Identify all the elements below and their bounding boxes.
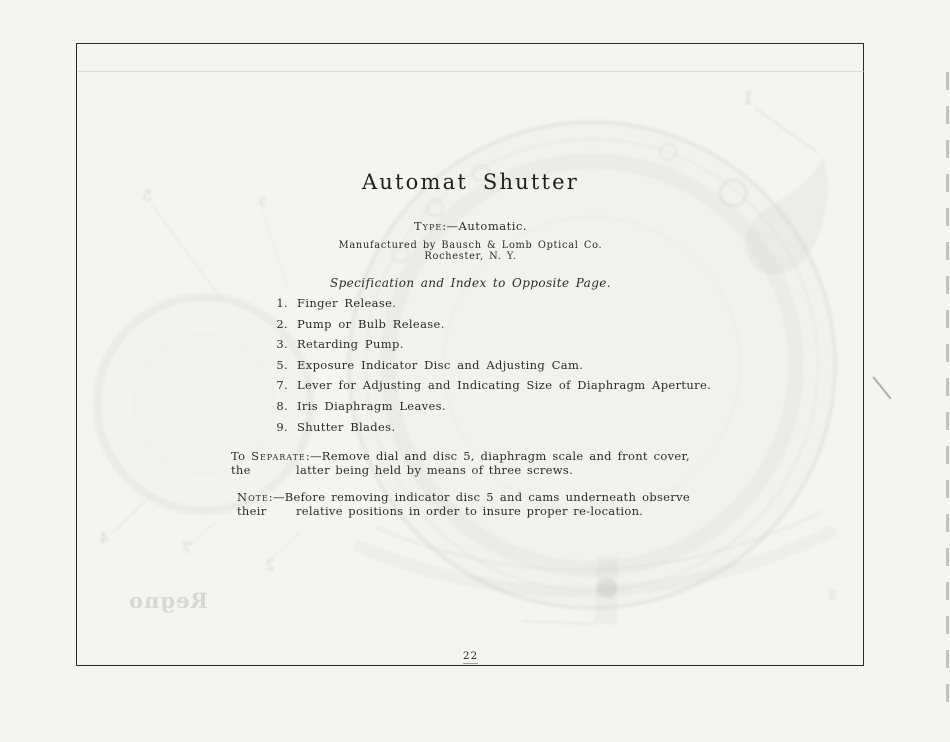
type-value: :—Automatic. <box>442 219 527 233</box>
ghost-number: 3 <box>258 195 268 210</box>
note-text: :—Before removing indicator disc 5 and cams underneath observe their <box>237 490 690 518</box>
index-item-label: Finger Release. <box>297 296 397 310</box>
separate-paragraph-line2: latter being held by means of three screws. <box>296 463 574 477</box>
ghost-number: 5 <box>142 187 152 205</box>
index-item-label: Iris Diaphragm Leaves. <box>297 398 446 413</box>
separate-prefix: To <box>231 449 252 463</box>
index-item-label: Lever for Adjusting and Indicating Size of Diaphragm Aperture. <box>297 378 712 393</box>
index-item <box>268 317 711 338</box>
index-item-number: 2. <box>276 316 288 331</box>
index-item-number: 8. <box>276 398 288 413</box>
index-item-number: 7. <box>276 378 288 393</box>
index-item <box>268 337 711 358</box>
separate-label: Separate <box>251 449 306 463</box>
page-number-area <box>76 644 865 664</box>
scan-edge-marks <box>946 72 949 712</box>
note-paragraph-line2: relative positions in order to insure proper re-location. <box>296 504 644 518</box>
index-item <box>268 378 711 399</box>
index-item-label: Pump or Bulb Release. <box>297 316 445 331</box>
index-item-label: Retarding Pump. <box>297 337 404 352</box>
index-item <box>268 358 711 379</box>
type-label: Type <box>414 219 443 233</box>
ghost-number: 2 <box>265 558 275 574</box>
page-title: Automat Shutter <box>361 170 580 194</box>
index-item <box>268 399 711 420</box>
index-item-number: 1. <box>276 296 288 310</box>
index-item-number: 3. <box>276 337 288 352</box>
manufacturer-city: Rochester, N. Y. <box>424 251 517 262</box>
ghost-number: 4 <box>99 529 109 547</box>
underlying-page-edge <box>78 71 864 72</box>
index-item-number: 5. <box>276 357 288 372</box>
ghost-number: 7 <box>182 539 192 557</box>
note-label: Note <box>237 490 269 504</box>
page-number: 22 <box>462 650 479 662</box>
index-item-label: Shutter Blades. <box>297 419 396 434</box>
ghost-number: 1 <box>742 89 754 109</box>
spec-heading: Specification and Index to Opposite Page. <box>329 276 612 290</box>
index-item-label: Exposure Indicator Disc and Adjusting Cam. <box>297 357 584 372</box>
index-item <box>268 296 711 317</box>
separate-text: :—Remove dial and disc 5, diaphragm scale and front cover, the <box>231 449 690 477</box>
bleedthrough-text: Regno <box>128 588 208 613</box>
index-item <box>268 420 711 441</box>
ghost-number: 8 <box>828 588 836 602</box>
index-item-number: 9. <box>276 419 288 434</box>
index-list <box>268 296 711 440</box>
manufacturer-line: Manufactured by Bausch & Lomb Optical Co. <box>338 240 603 251</box>
type-line <box>76 219 865 233</box>
